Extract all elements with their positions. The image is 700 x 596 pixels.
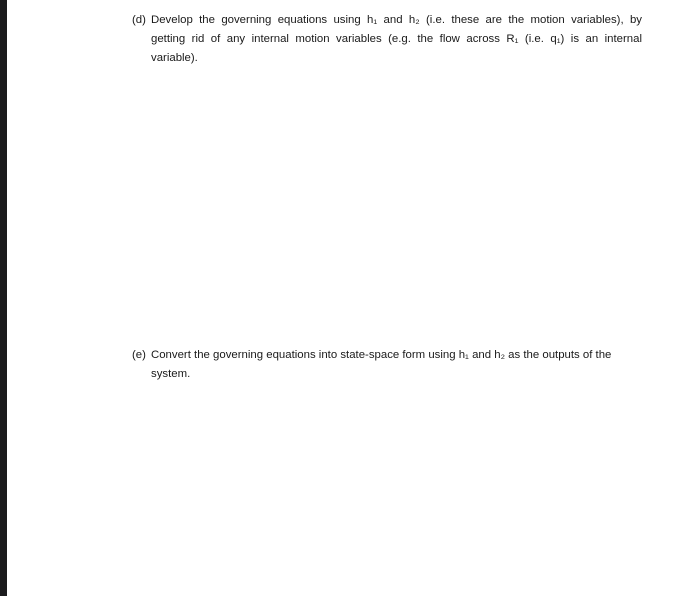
question-e-line-2: system. <box>151 368 191 380</box>
question-d-line-1: Develop the governing equations using h₁ and h₂ (i.e. these are the motion variables), by <box>151 14 642 26</box>
window-edge-bar <box>0 0 7 596</box>
question-e-label: (e) <box>132 349 146 361</box>
question-d <box>132 11 642 68</box>
question-e-line-1: Convert the governing equations into state-space form using h₁ and h₂ as the outputs of the <box>151 349 612 361</box>
question-d-line-3: variable). <box>151 52 198 64</box>
question-d-label: (d) <box>132 14 146 26</box>
question-d-line-2: getting rid of any internal motion variables (e.g. the flow across R₁ (i.e. q₁) is an internal <box>151 33 642 45</box>
question-e <box>132 346 642 384</box>
